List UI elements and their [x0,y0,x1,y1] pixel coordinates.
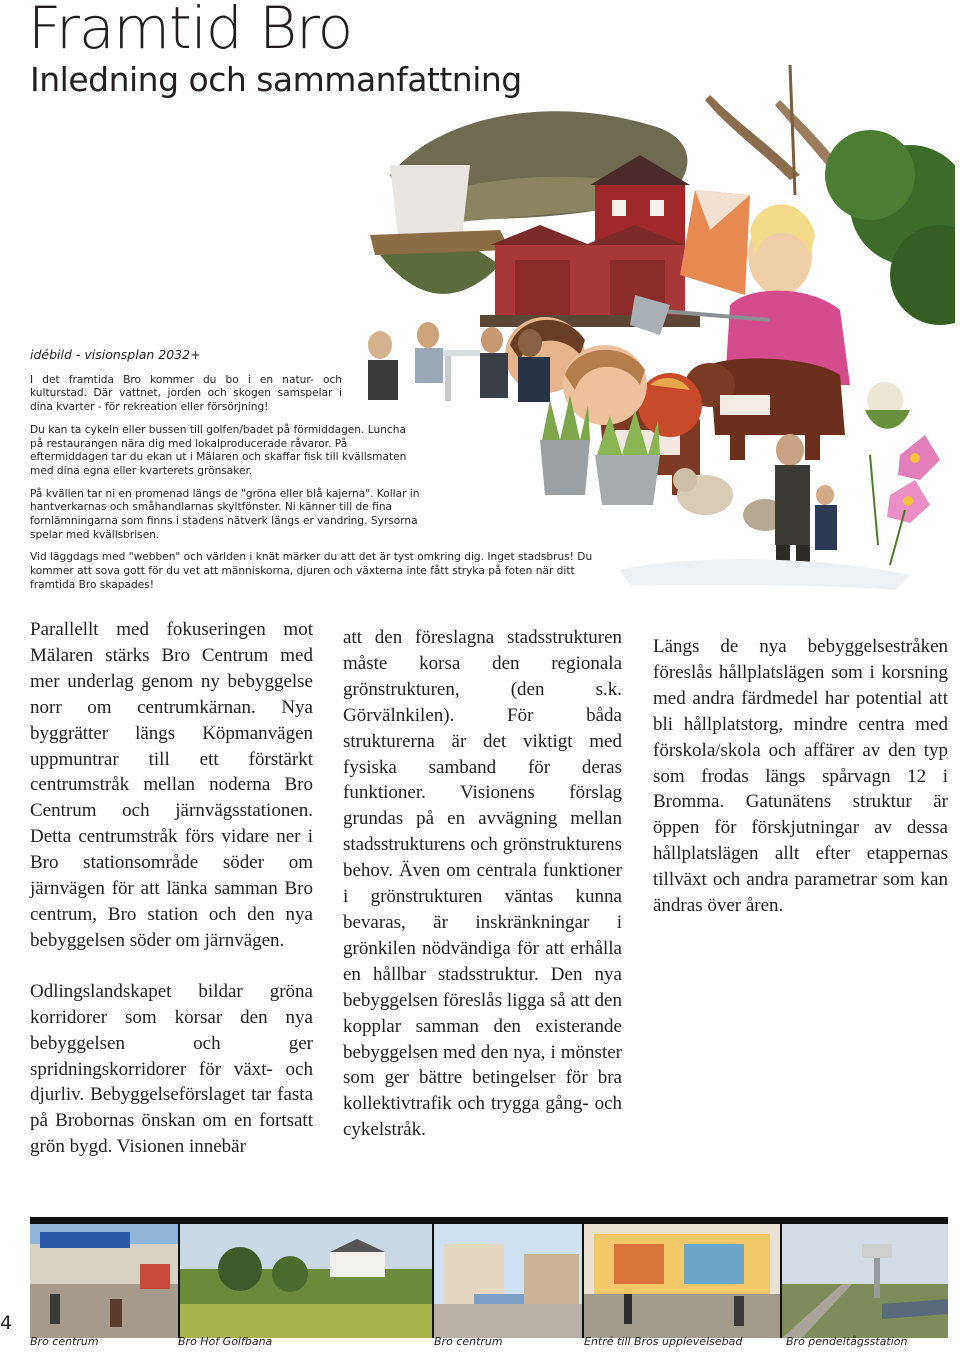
photo-bro-centrum-2 [434,1224,582,1338]
body-column-3 [653,634,948,944]
photo-bro-hof-golfbana [180,1224,432,1338]
body-paragraph: att den föreslagna stadsstrukturen måste korsa den regionala grönstrukturen, (den s.k. Görvälnkilen). För båda strukturerna är det viktigt med fysiska samband för deras funktioner. Visionens förslag grundas på en avvägning mellan stadsstrukturens och grönstrukturens behov. Även om centrala funktioner i grönstrukturen väntas kunna bevaras, är inskränkningar i grönkilen nödvändiga för att erhålla en hållbar stadsstruktur. Den nya bebyggelsen föreslås ligga så att den kopplar samman den existerande bebyggelsen med den nya, i mönster som ger bättre betingelser för bra kollektivtrafik och trygga gång- och cykelstråk. [343,627,622,1141]
photo-caption: Bro pendeltågsstation [786,1335,908,1348]
body-column-1 [30,617,313,1185]
intro-paragraph: Du kan ta cykeln eller bussen till golfen/badet på förmiddagen. Luncha på restaurangen nära dig med lokalproducerade råvaror. På eftermiddagen tar du ekan ut i Mälaren och skaffar fisk till kvällsmaten med dina egna eller kvarterets grönsaker. [30,423,407,477]
photo-caption: Bro centrum [30,1335,99,1348]
body-paragraph: Parallellt med fokuseringen mot Mälaren stärks Bro Centrum med mer underlag genom ny bebyggelse norr om centrumkärnan. Nya byggrätter längs Köpmanvägen uppmuntrar till ett förstärkt centrumstråk mellan noderna Bro Centrum och järnvägsstationen. Detta centrumstråk förs vidare ner i Bro stationsområde söder om järnvägen för att länka samman Bro centrum, Bro station och den nya bebyggelsen söder om järnvägen. [30,619,313,951]
page-subtitle: Inledning och sammanfattning [30,60,522,99]
page-title: Framtid Bro [28,0,353,62]
body-column-2 [343,625,622,1168]
body-paragraph: Odlingslandskapet bildar gröna korridorer som korsar den nya bebyggelsen och ger spridningskorridorer för växt- och djurliv. Bebyggelseförslaget tar fasta på Brobornas önskan om en fortsatt grön bygd. Visionen innebär [30,980,313,1158]
page-number: 4 [0,1312,13,1334]
photo-caption: Bro centrum [434,1335,503,1348]
photo-bro-centrum [30,1224,178,1338]
intro-paragraph: I det framtida Bro kommer du bo i en natur- och kulturstad. Där vattnet, jorden och skogen samspelar i dina kvarter - för rekreation eller försörjning! [30,373,342,414]
photo-caption: Entré till Bros upplevelsebad [584,1335,743,1348]
photo-bro-pendeltagsstation [782,1224,948,1338]
photo-entre-upplevelsebad [584,1224,780,1338]
body-paragraph: Längs de nya bebyggelsestråken föreslås hållplatslägen som i korsning med andra färdmedel har potential att bli hållplatstorg, mindre centra med förskola/skola och affärer av den typ som frodas längs spårvagn 12 i Bromma. Gatunätens struktur är öppen för förskjutningar av dessa hållplatslägen allt efter etappernas tillväxt och andra parametrar som kan ändras över åren. [653,636,948,917]
intro-caption: idébild - visionsplan 2032+ [30,347,201,362]
intro-text-block [30,348,596,602]
photo-caption: Bro Hof Golfbana [178,1335,273,1348]
intro-paragraph: Vid läggdags med "webben" och världen i knät märker du att det är tyst omkring dig. Inget stadsbrus! Du kommer att sova gott för du vet att människorna, djuren och växterna inte fått stryka på foten när ditt framtida Bro skapades! [30,551,593,591]
photo-strip [30,1217,948,1338]
intro-paragraph: På kvällen tar ni en promenad längs de "gröna eller blå kajerna". Kollar in hantverkarnas och småhandlarnas skyltfönster. Ni känner till de fina fornlämningarna som finns i stadens nätverk längs er vandring. Syrsorna spelar med kvällsbrisen. [30,487,420,541]
